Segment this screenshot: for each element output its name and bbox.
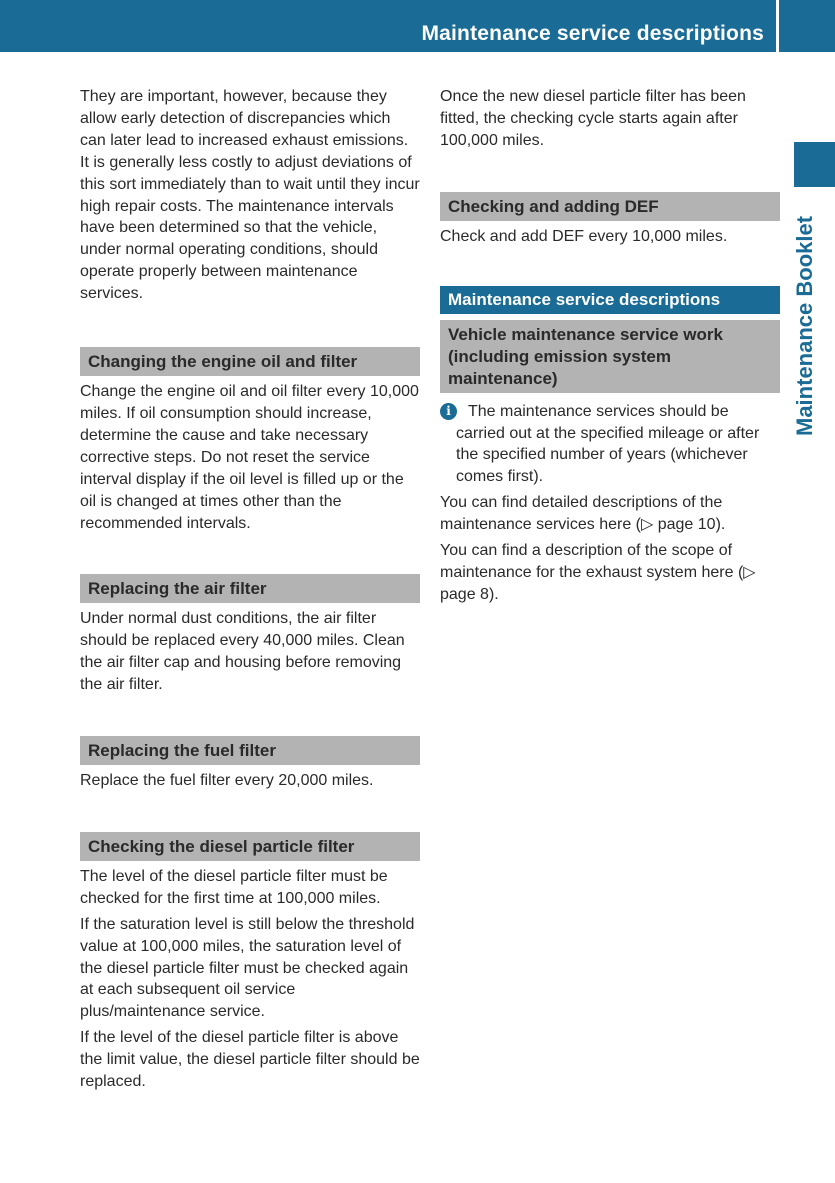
intro-paragraph-right: Once the new diesel particle filter has been fitted, the checking cycle starts again after 100,000 miles. <box>440 88 746 149</box>
left-column <box>80 86 420 1093</box>
right-column <box>440 86 780 606</box>
main-section-heading: Maintenance service descriptions <box>440 286 780 314</box>
chapter-tab-label: Maintenance Booklet <box>792 215 817 436</box>
section-heading-fuel-filter: Replacing the fuel filter <box>80 736 420 765</box>
section-text-engine-oil: Change the engine oil and oil filter every 10,000 miles. If oil consumption should increase, determine the cause and take necessary corrective steps. Do not reset the service interval display if the oil level is filled up or the oil is changed at times other than the recommended intervals. <box>80 383 419 532</box>
section-text-diesel-2: If the saturation level is still below the threshold value at 100,000 miles, the saturation level of the diesel particle filter must be checked again at each subsequent oil service plus/maintenance service. <box>80 915 415 1021</box>
section-heading-diesel-particle-filter: Checking the diesel particle filter <box>80 832 420 861</box>
exhaust-scope-paragraph: You can find a description of the scope of maintenance for the exhaust system here (▷ page 8). <box>440 542 756 603</box>
info-note-text: The maintenance services should be carried out at the specified mileage or after the specified number of years (whichever comes first). <box>456 402 760 486</box>
section-text-def: Check and add DEF every 10,000 miles. <box>440 227 728 245</box>
page-title: Maintenance service descriptions <box>421 22 764 45</box>
chapter-tab-marker <box>794 142 835 187</box>
section-text-diesel-1: The level of the diesel particle filter must be checked for the first time at 100,000 miles. <box>80 867 388 907</box>
header-bar-right <box>779 0 835 52</box>
header-bar <box>0 0 776 52</box>
info-note <box>440 401 780 489</box>
intro-paragraph: They are important, however, because they allow early detection of discrepancies which can later lead to increased exhaust emissions. It is generally less costly to adjust deviations of this sort immediately than to wait until they incur high repair costs. The maintenance intervals have been determined so that the vehicle, under normal operating conditions, should operate properly between maintenance services. <box>80 88 420 303</box>
section-text-diesel-3: If the level of the diesel particle filter is above the limit value, the diesel particle filter should be replaced. <box>80 1029 420 1091</box>
info-icon: i <box>440 403 457 420</box>
section-text-air-filter: Under normal dust conditions, the air filter should be replaced every 40,000 miles. Clean the air filter cap and housing before removing the air filter. <box>80 610 405 694</box>
section-heading-air-filter: Replacing the air filter <box>80 574 420 603</box>
section-text-fuel-filter: Replace the fuel filter every 20,000 miles. <box>80 772 374 790</box>
subsection-heading-vehicle-maintenance: Vehicle maintenance service work (including emission system maintenance) <box>440 320 780 393</box>
section-heading-engine-oil: Changing the engine oil and filter <box>80 347 420 376</box>
section-heading-def: Checking and adding DEF <box>440 192 780 221</box>
detailed-descriptions-paragraph: You can find detailed descriptions of the maintenance services here (▷ page 10). <box>440 494 726 534</box>
